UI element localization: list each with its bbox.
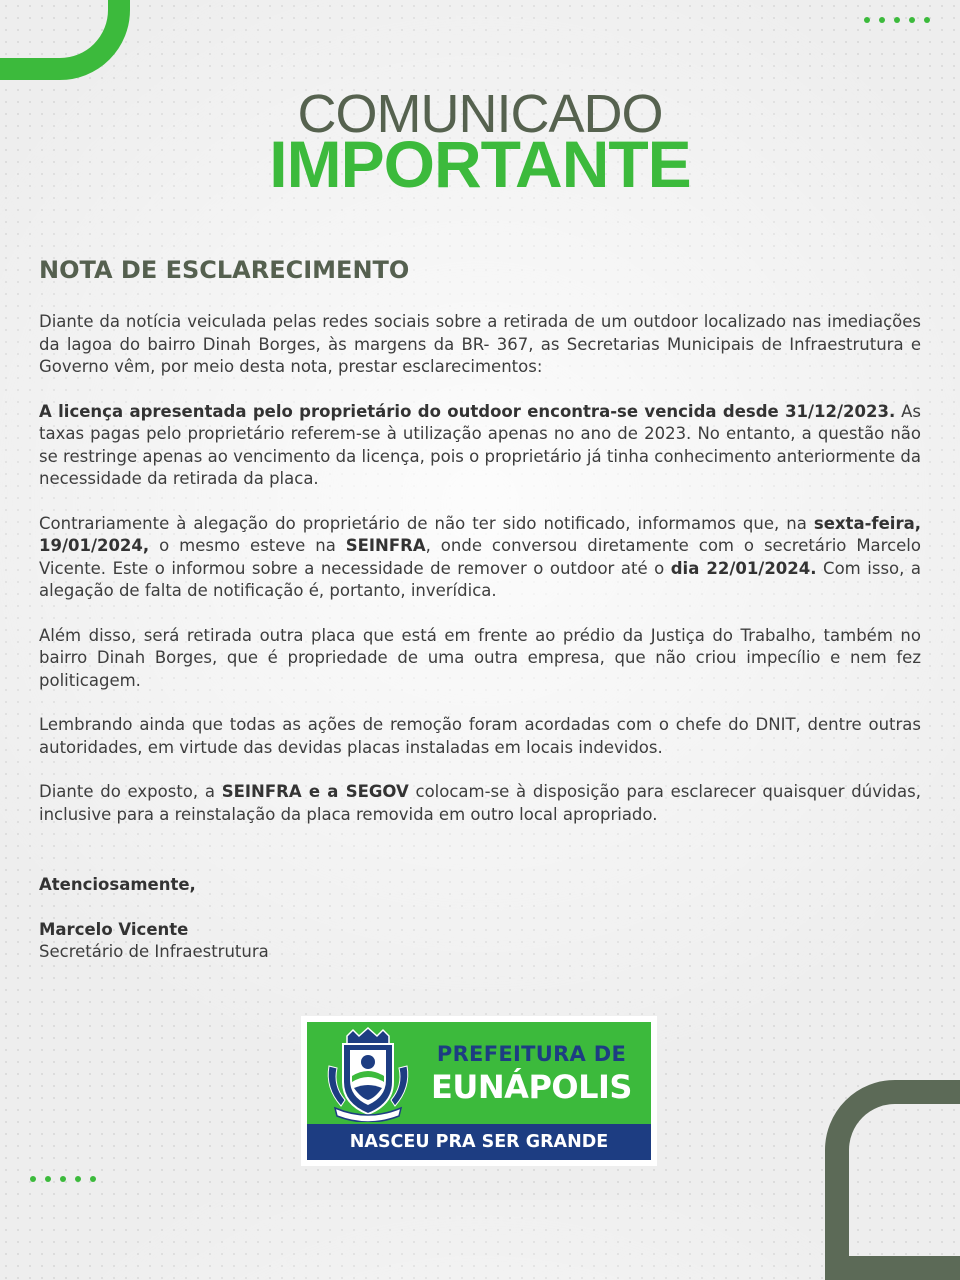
notification-date-highlight: sexta-feira, 19/01/2024, bbox=[39, 513, 921, 555]
decorative-corner-top-left bbox=[0, 0, 130, 80]
note-body bbox=[39, 255, 921, 964]
paragraph-license bbox=[39, 401, 921, 491]
deadline-date-highlight: dia 22/01/2024. bbox=[670, 558, 817, 578]
logo-slogan: NASCEU PRA SER GRANDE bbox=[307, 1124, 651, 1160]
secretariats-highlight: SEINFRA e a SEGOV bbox=[221, 782, 409, 801]
logo-line-eunapolis: EUNÁPOLIS bbox=[431, 1068, 632, 1106]
notification-text-g: Com isso, a alegação de falta de notificação é, portanto, inverídica. bbox=[39, 558, 922, 600]
logo-green-panel bbox=[307, 1022, 651, 1124]
paragraph-other-sign: Além disso, será retirada outra placa que está em frente ao prédio da Justiça do Trabalho, também no bairro Dinah Borges, que é propriedade de uma outra empresa, que não criou impecílio e nem fez politicagem. bbox=[39, 625, 921, 690]
headline-comunicado: COMUNICADO bbox=[297, 84, 663, 144]
prefeitura-logo bbox=[301, 1016, 657, 1166]
paragraph-closing bbox=[39, 781, 921, 826]
license-expired-highlight: A licença apresentada pelo proprietário do outdoor encontra-se vencida desde 31/12/2023. bbox=[39, 401, 896, 421]
decorative-corner-bottom-right bbox=[825, 1080, 960, 1280]
notification-text-a: Contrariamente à alegação do proprietário de não ter sido notificado, informamos que, na bbox=[39, 513, 814, 533]
signer-name: Marcelo Vicente bbox=[39, 919, 189, 939]
closing-text-a: Diante do exposto, a bbox=[39, 782, 222, 801]
decorative-dots-top-right bbox=[864, 17, 930, 23]
regards: Atenciosamente, bbox=[39, 875, 196, 894]
logo-line-prefeitura: PREFEITURA DE bbox=[436, 1042, 627, 1066]
closing-text-c: colocam-se à disposição para esclarecer quaisquer dúvidas, inclusive para a reinstalação da placa removida em outro local apropriado. bbox=[39, 782, 921, 824]
signer-role: Secretário de Infraestrutura bbox=[39, 942, 269, 961]
notification-text-e: , onde conversou diretamente com o secretário Marcelo Vicente. Este o informou sobre a necessidade de remover o outdoor até o bbox=[39, 536, 921, 578]
notification-text-c: o mesmo esteve na bbox=[149, 536, 346, 555]
headline-importante: IMPORTANTE bbox=[269, 127, 691, 201]
seinfra-highlight: SEINFRA bbox=[345, 536, 426, 555]
paragraph-notification bbox=[39, 513, 921, 603]
decorative-dots-bottom-left bbox=[30, 1176, 96, 1182]
paragraph-license-text: As taxas pagas pelo proprietário referem-se à utilização apenas no ano de 2023. No entanto, a questão não se restringe apenas ao vencimento da licença, pois o proprietário já tinha conhecimento anteriormente da necessidade da retirada da placa. bbox=[39, 401, 922, 488]
paragraph-intro: Diante da notícia veiculada pelas redes sociais sobre a retirada de um outdoor localizado nas imediações da lagoa do bairro Dinah Borges, às margens da BR- 367, as Secretarias Municipais de Infraestrutura e Governo vêm, por meio desta nota, prestar esclarecimentos: bbox=[39, 312, 921, 376]
city-coat-of-arms-icon bbox=[323, 1026, 413, 1122]
paragraph-dnit: Lembrando ainda que todas as ações de remoção foram acordadas com o chefe do DNIT, dentre outras autoridades, em virtude das devidas placas instaladas em locais indevidos. bbox=[39, 715, 921, 757]
note-title: NOTA DE ESCLARECIMENTO bbox=[39, 256, 410, 284]
